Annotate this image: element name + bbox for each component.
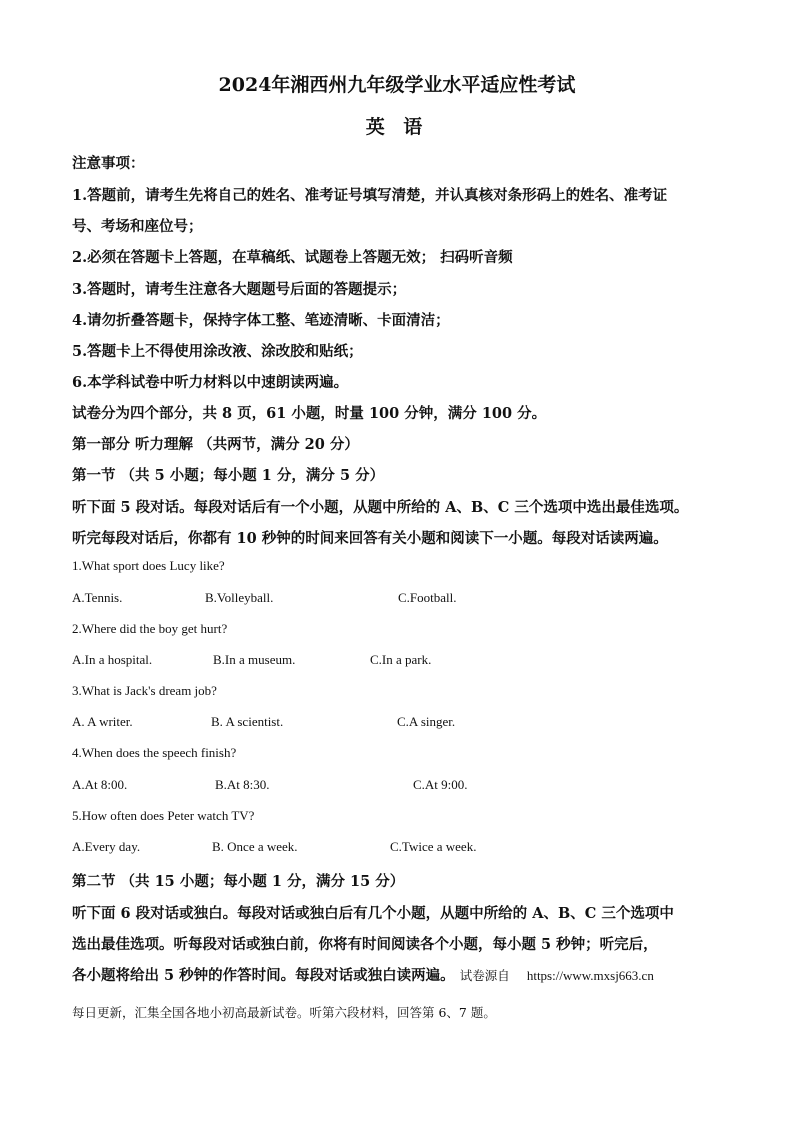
- notice-item: 3.答题时，请考生注意各大题题号后面的答题提示；: [72, 281, 407, 298]
- question-text: 3.What is Jack's dream job?: [72, 683, 217, 698]
- section1-instruction: 听下面 5 段对话。每段对话后有一个小题，从题中所给的 A、B、C 三个选项中选出最佳选项。: [72, 499, 689, 516]
- option-a: A.Tennis.: [72, 590, 123, 605]
- option-a: A.At 8:00.: [72, 777, 128, 792]
- notice-item: 4.请勿折叠答题卡，保持字体工整、笔迹清晰、卡面清洁；: [72, 312, 450, 329]
- option-b: B.Volleyball.: [205, 590, 274, 605]
- section2-instruction: 听下面 6 段对话或独白。每段对话或独白后有几个小题，从题中所给的 A、B、C 三个选项中: [72, 905, 674, 922]
- source-url: https://www.mxsj663.cn: [526, 968, 654, 983]
- option-c: C.A singer.: [397, 714, 456, 729]
- option-b: B. Once a week.: [212, 839, 298, 854]
- section2-heading: 第二节 （共 15 小题；每小题 1 分，满分 15 分）: [72, 873, 405, 890]
- question-text: 5.How often does Peter watch TV?: [72, 808, 255, 823]
- section1-heading: 第一节 （共 5 小题；每小题 1 分，满分 5 分）: [72, 467, 385, 484]
- option-c: C.Twice a week.: [390, 839, 477, 854]
- notice-item: 2.必须在答题卡上答题，在草稿纸、试题卷上答题无效； 扫码听音频: [72, 249, 513, 266]
- option-a: A.Every day.: [72, 839, 141, 854]
- exam-summary: 试卷分为四个部分，共 8 页，61 小题，时量 100 分钟，满分 100 分。: [72, 405, 547, 422]
- question-text: 2.Where did the boy get hurt?: [72, 621, 228, 636]
- option-c: C.At 9:00.: [413, 777, 468, 792]
- exam-title: 2024年湘西州九年级学业水平适应性考试: [218, 74, 576, 96]
- notice-item: 1.答题前，请考生先将自己的姓名、准考证号填写清楚，并认真核对条形码上的姓名、准考证: [72, 187, 668, 204]
- option-b: B.In a museum.: [213, 652, 296, 667]
- question-text: 1.What sport does Lucy like?: [72, 558, 225, 573]
- section1-instruction: 听完每段对话后，你都有 10 秒钟的时间来回答有关小题和阅读下一小题。每段对话读两遍。: [72, 530, 668, 547]
- notice-item: 6.本学科试卷中听力材料以中速朗读两遍。: [72, 374, 349, 391]
- source-note: 试卷源自: [459, 968, 510, 983]
- option-a: A.In a hospital.: [72, 652, 153, 667]
- section2-instruction: 各小题将给出 5 秒钟的作答时间。每段对话或独白读两遍。: [72, 967, 455, 984]
- part1-heading: 第一部分 听力理解 （共两节，满分 20 分）: [72, 436, 359, 453]
- notice-heading: 注意事项：: [72, 155, 145, 172]
- option-c: C.In a park.: [370, 652, 432, 667]
- question-text: 4.When does the speech finish?: [72, 745, 237, 760]
- notice-item: 号、考场和座位号；: [72, 218, 203, 235]
- option-b: B. A scientist.: [211, 714, 284, 729]
- update-note: 每日更新，汇集全国各地小初高最新试卷。听第六段材料，回答第 6、7 题。: [72, 1005, 496, 1020]
- subject-title: 英 语: [365, 116, 429, 138]
- option-c: C.Football.: [398, 590, 457, 605]
- notice-item: 5.答题卡上不得使用涂改液、涂改胶和贴纸；: [72, 343, 363, 360]
- option-a: A. A writer.: [72, 714, 133, 729]
- section2-instruction-with-source: [72, 964, 734, 985]
- option-b: B.At 8:30.: [215, 777, 270, 792]
- section2-instruction: 选出最佳选项。听每段对话或独白前，你将有时间阅读各个小题，每小题 5 秒钟；听完后，: [72, 936, 658, 953]
